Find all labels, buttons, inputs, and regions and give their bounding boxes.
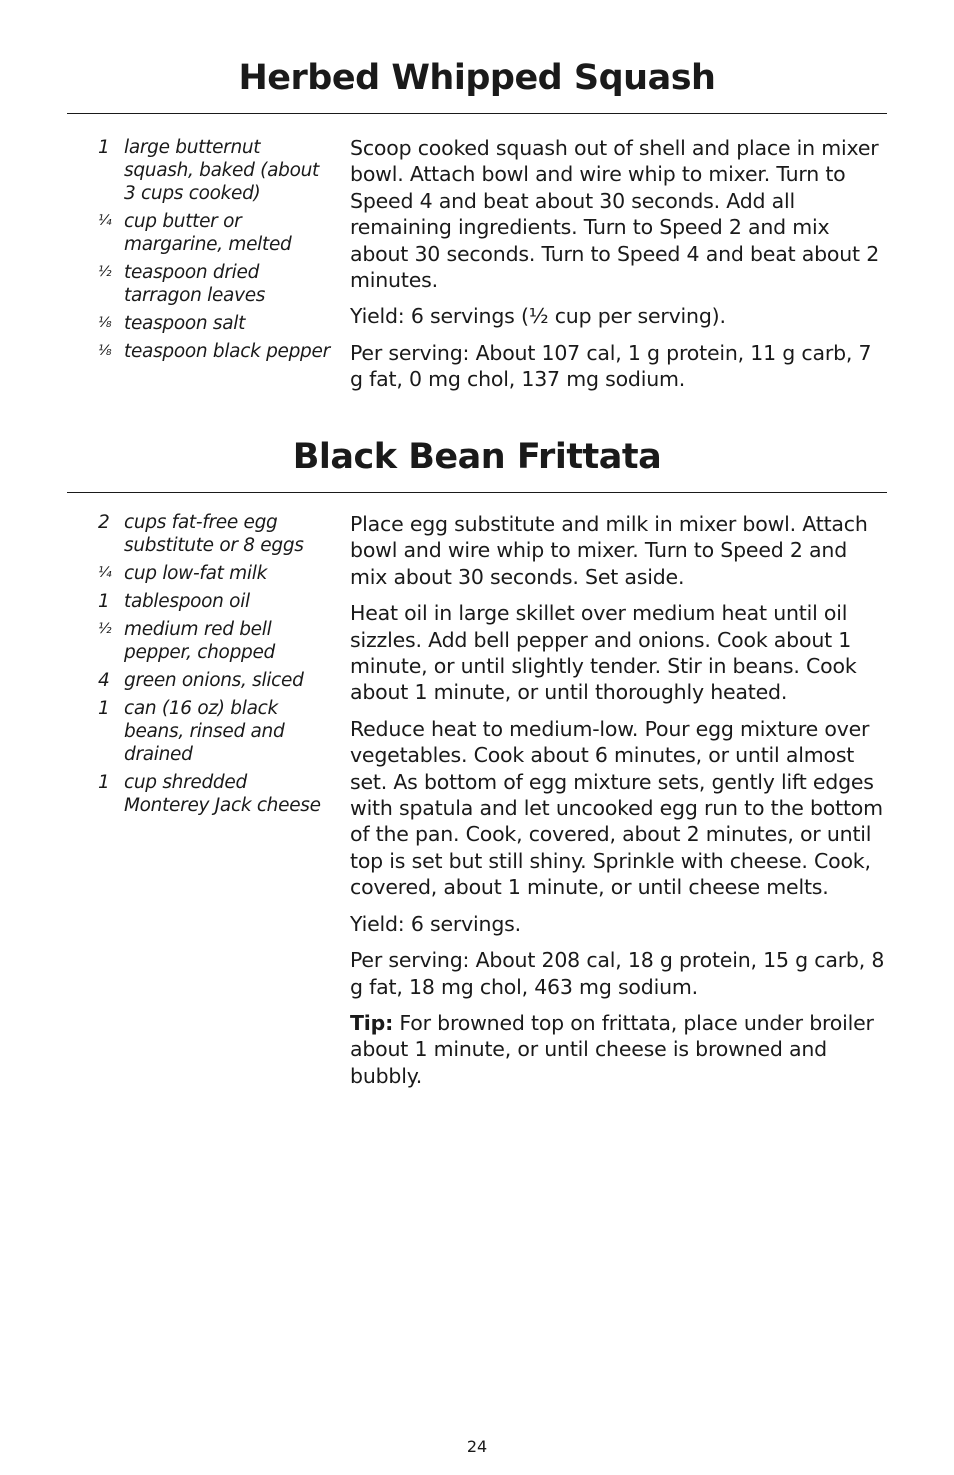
ingredient-text: tablespoon oil — [124, 591, 250, 612]
ingredient-quantity: ½ — [98, 621, 112, 637]
ingredient-item — [98, 618, 333, 664]
ingredient-text: teaspoon salt — [124, 313, 246, 334]
ingredient-text: cups fat-free egg substitute or 8 eggs — [124, 512, 304, 556]
ingredient-item — [98, 136, 333, 205]
recipe-title: Herbed Whipped Squash — [238, 58, 716, 98]
tip-text: For browned top on frittata, place under broiler about 1 minute, or until cheese is browned and bubbly. — [350, 1010, 874, 1088]
ingredient-item — [98, 511, 333, 557]
ingredient-list — [98, 511, 333, 822]
yield-text: Yield: 6 servings. — [350, 911, 521, 936]
ingredient-quantity: ¼ — [98, 565, 112, 581]
ingredient-text: medium red bell pepper, chopped — [124, 619, 275, 663]
recipe-title: Black Bean Frittata — [292, 437, 662, 477]
ingredient-item — [98, 562, 333, 585]
title-divider — [67, 113, 887, 114]
ingredient-quantity: ⅛ — [98, 315, 112, 331]
ingredient-quantity: ½ — [98, 264, 112, 280]
ingredient-quantity: 2 — [98, 512, 110, 533]
tip-paragraph — [350, 1010, 890, 1089]
ingredient-quantity: 1 — [98, 137, 110, 158]
directions — [350, 135, 890, 403]
ingredient-item — [98, 340, 333, 363]
ingredient-text: cup shredded Monterey Jack cheese — [124, 772, 321, 816]
ingredient-list — [98, 136, 333, 368]
nutrition-text: Per serving: About 107 cal, 1 g protein, 11 g carb, 7 g fat, 0 mg chol, 137 mg sodium. — [350, 340, 872, 392]
tip-label: Tip: — [350, 1010, 394, 1035]
ingredient-item — [98, 261, 333, 307]
ingredient-text: teaspoon black pepper — [124, 341, 330, 362]
ingredient-text: cup butter or margarine, melted — [124, 211, 292, 255]
ingredient-text: can (16 oz) black beans, rinsed and drained — [124, 698, 285, 765]
ingredient-quantity: ⅛ — [98, 343, 112, 359]
ingredient-item — [98, 669, 333, 692]
ingredient-item — [98, 210, 333, 256]
direction-step: Scoop cooked squash out of shell and place in mixer bowl. Attach bowl and wire whip to mixer. Turn to Speed 4 and beat about 30 seconds. Add all remaining ingredients. Turn to Speed 2 and mix about 30 seconds. Turn to Speed 4 and beat about 2 minutes. — [350, 136, 880, 293]
nutrition-text: Per serving: About 208 cal, 18 g protein, 15 g carb, 8 g fat, 18 mg chol, 463 mg sodium. — [350, 948, 885, 999]
title-divider — [67, 492, 887, 493]
ingredient-text: teaspoon dried tarragon leaves — [124, 262, 266, 306]
ingredient-quantity: 1 — [98, 698, 110, 719]
ingredient-quantity: 1 — [98, 591, 110, 612]
ingredient-item — [98, 697, 333, 766]
ingredient-item — [98, 771, 333, 817]
yield-text: Yield: 6 servings (½ cup per serving). — [350, 304, 726, 329]
ingredient-item — [98, 590, 333, 613]
ingredient-quantity: ¼ — [98, 213, 112, 229]
ingredient-text: cup low-fat milk — [124, 563, 267, 584]
ingredient-item — [98, 312, 333, 335]
direction-step: Heat oil in large skillet over medium heat until oil sizzles. Add bell pepper and onions. Cook about 1 minute, or until slightly tender. Stir in beans. Cook about 1 minute, or until thoroughly heated. — [350, 601, 857, 705]
directions — [350, 511, 890, 1099]
ingredient-text: green onions, sliced — [124, 670, 304, 691]
direction-step: Reduce heat to medium-low. Pour egg mixture over vegetables. Cook about 6 minutes, or until almost set. As bottom of egg mixture sets, gently lift edges with spatula and let uncooked egg run to the bottom of the pan. Cook, covered, about 2 minutes, or until top is set but still shiny. Sprinkle with cheese. Cook, covered, about 1 minute, or until cheese melts. — [350, 716, 883, 900]
ingredient-quantity: 4 — [98, 670, 110, 691]
page-number: 24 — [466, 1437, 488, 1456]
direction-step: Place egg substitute and milk in mixer bowl. Attach bowl and wire whip to mixer. Turn to Speed 2 and mix about 30 seconds. Set aside. — [350, 512, 868, 589]
ingredient-text: large butternut squash, baked (about 3 cups cooked) — [124, 137, 319, 204]
ingredient-quantity: 1 — [98, 772, 110, 793]
